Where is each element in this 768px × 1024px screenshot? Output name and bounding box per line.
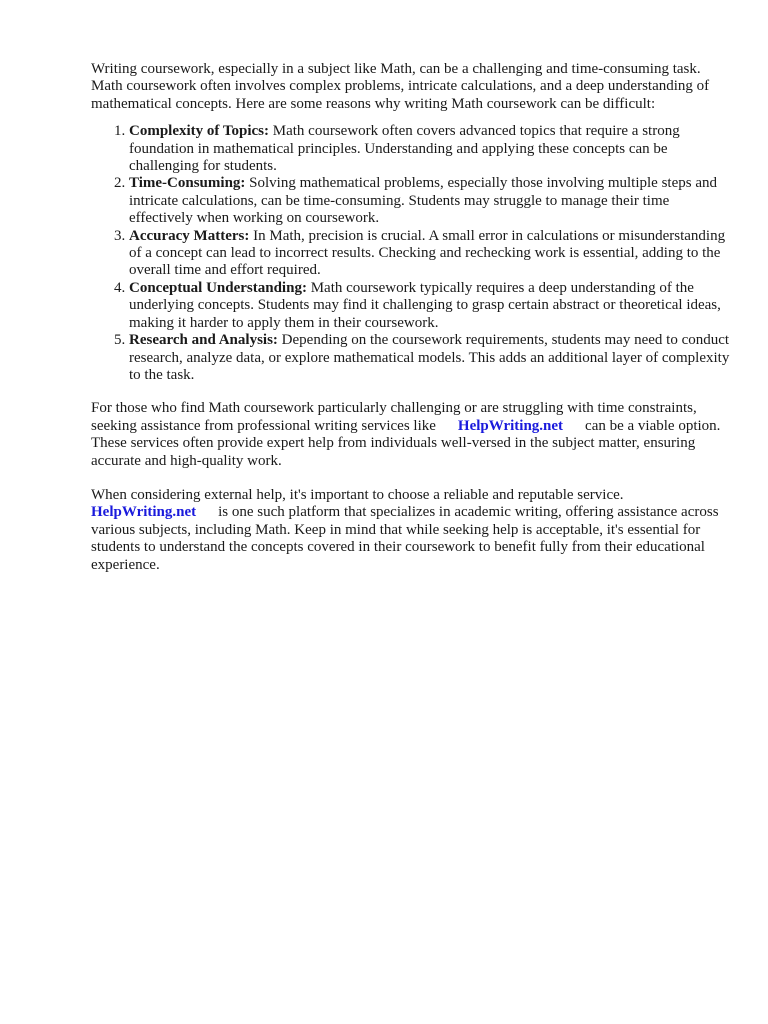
reason-term: Accuracy Matters:: [129, 227, 250, 244]
list-item: [129, 123, 731, 175]
external-help-text-before: When considering external help, it's important to choose a reliable and reputable service.: [91, 486, 624, 503]
reason-term: Time-Consuming:: [129, 175, 246, 192]
document-page: [91, 61, 731, 591]
reasons-list: [91, 123, 731, 384]
reason-text: In Math, precision is crucial. A small error in calculations or misunderstanding of a concept can lead to incorrect results. Checking and rechecking work is essential, adding to the overall time and effort required.: [129, 227, 726, 279]
services-text-before: For those who find Math coursework particularly challenging or are struggling with time constraints, seeking assistance from professional writing services like: [91, 400, 697, 434]
services-paragraph: [91, 400, 731, 470]
list-item: [129, 175, 731, 227]
intro-paragraph: Writing coursework, especially in a subject like Math, can be a challenging and time-consuming task. Math coursework often involves complex problems, intricate calculations, and a deep understanding of mathematical concepts. Here are some reasons why writing Math coursework can be difficult:: [91, 61, 710, 112]
services-text-after: can be a viable option. These services often provide expert help from individuals well-versed in the subject matter, ensuring accurate and high-quality work.: [91, 417, 721, 469]
reason-text: Depending on the coursework requirements, students may need to conduct research, analyze data, or explore mathematical models. This adds an additional layer of complexity to the task.: [129, 332, 730, 383]
reason-text: Solving mathematical problems, especially those involving multiple steps and intricate calculations, can be time-consuming. Students may struggle to manage their time effectively when working on coursework.: [129, 175, 717, 227]
list-item: [129, 228, 731, 280]
list-item: [129, 280, 731, 332]
reason-text: Math coursework typically requires a deep understanding of the underlying concepts. Students may find it challenging to grasp certain abstract or theoretical ideas, making it harder to apply them in their coursework.: [129, 279, 721, 331]
reason-term: Complexity of Topics:: [129, 123, 270, 140]
helpwriting-link[interactable]: HelpWriting.net: [91, 504, 197, 521]
helpwriting-link[interactable]: HelpWriting.net: [457, 417, 564, 434]
external-help-text-after: is one such platform that specializes in academic writing, offering assistance across various subjects, including Math. Keep in mind that while seeking help is acceptable, it's essential for students to understand the concepts covered in their coursework to benefit fully from their educational experience.: [91, 504, 719, 573]
reason-term: Conceptual Understanding:: [129, 279, 307, 296]
list-item: [129, 332, 731, 384]
reason-term: Research and Analysis:: [129, 332, 278, 349]
reason-text: Math coursework often covers advanced topics that require a strong foundation in mathematical principles. Understanding and applying these concepts can be challenging for students.: [129, 123, 680, 175]
external-help-paragraph: [91, 487, 731, 574]
